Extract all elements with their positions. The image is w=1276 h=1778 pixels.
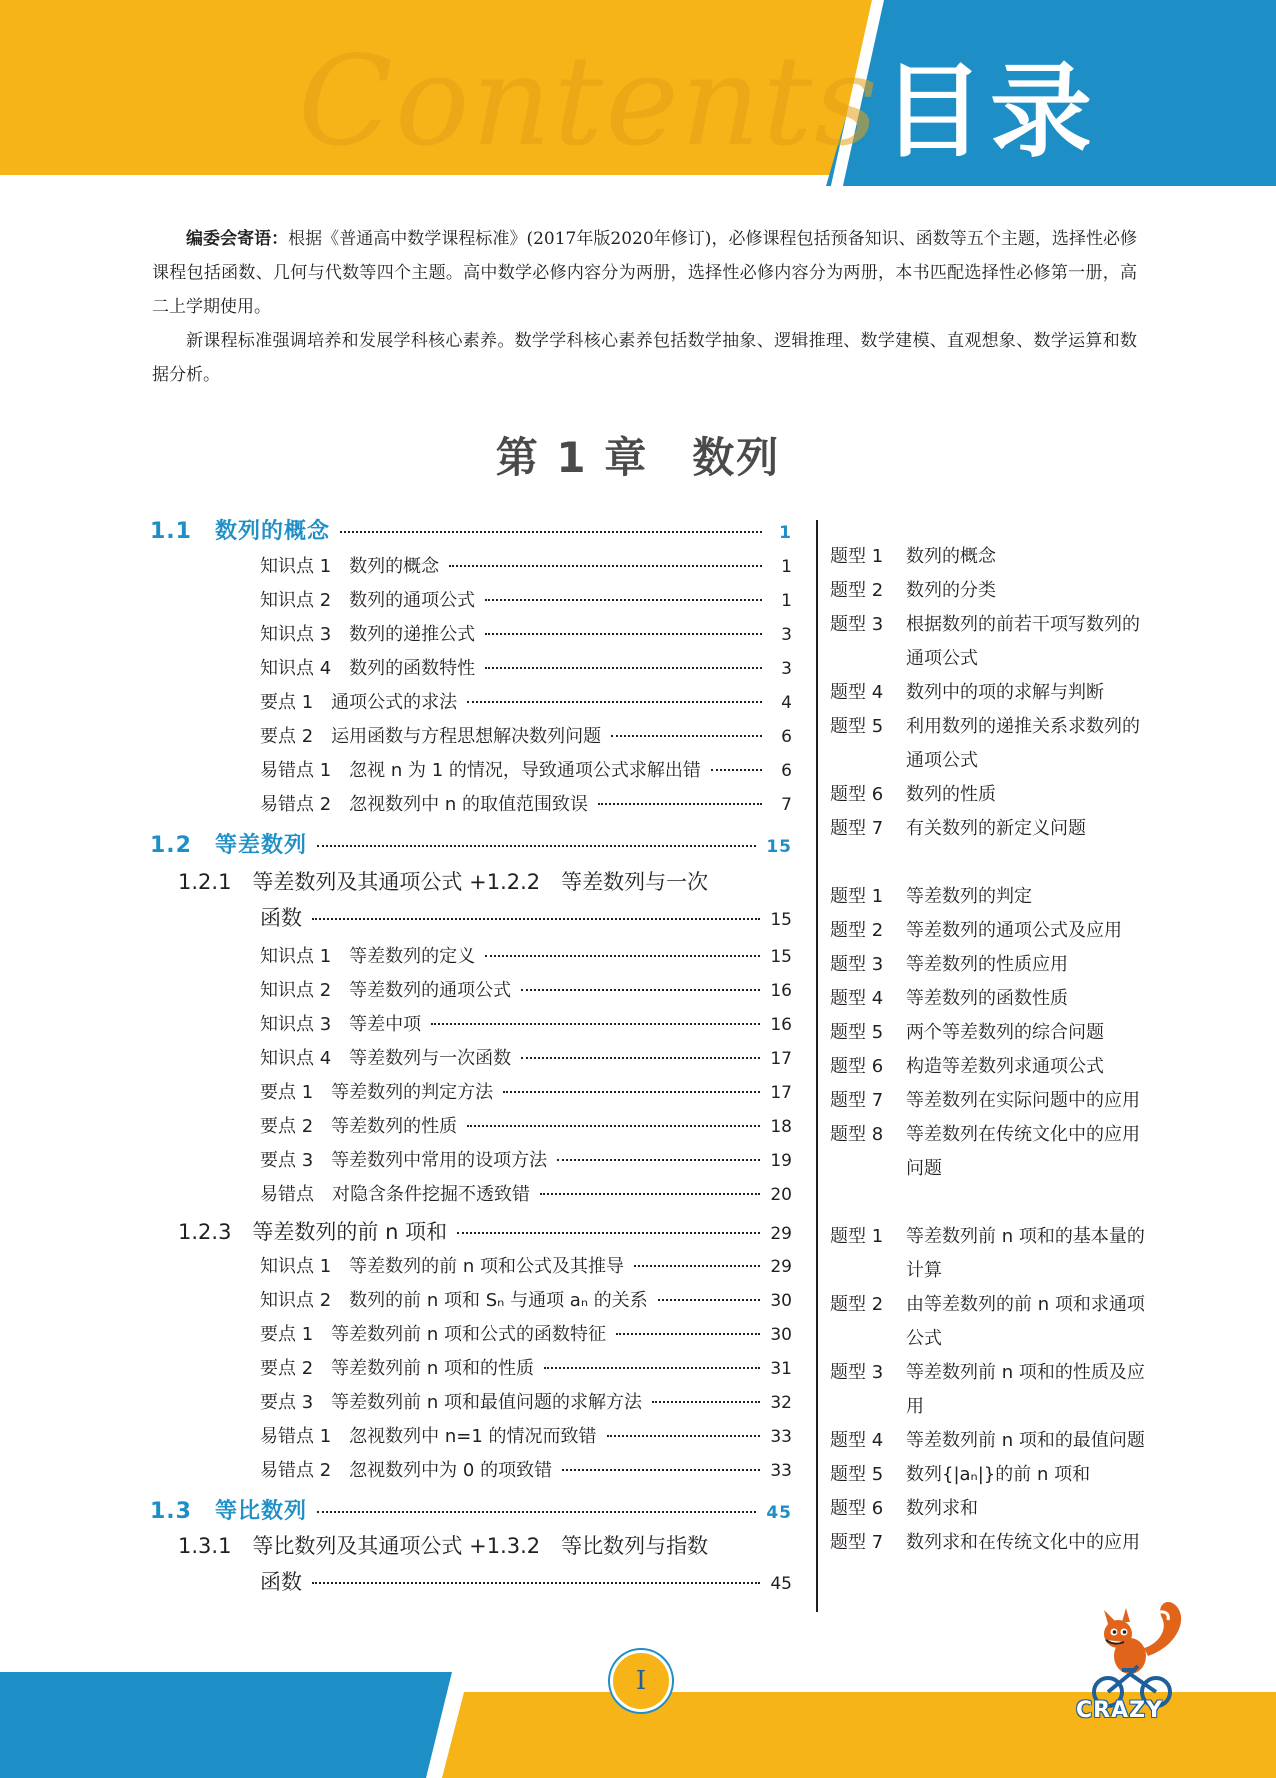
question-type-entry[interactable] xyxy=(830,1050,1170,1084)
dot-leader xyxy=(449,565,762,567)
toc-entry[interactable] xyxy=(260,1146,792,1172)
toc-page-number: 33 xyxy=(770,1461,792,1481)
toc-page-number: 16 xyxy=(770,1015,792,1035)
question-type-number: 题型 5 xyxy=(830,1022,884,1043)
toc-entry[interactable] xyxy=(260,1078,792,1104)
dot-leader xyxy=(312,918,760,920)
intro-label: 编委会寄语： xyxy=(186,229,289,249)
toc-page-number: 17 xyxy=(770,1083,792,1103)
question-type-number: 题型 6 xyxy=(830,1498,884,1519)
toc-entry-label: 知识点 1 数列的概念 xyxy=(260,556,440,577)
question-type-entry[interactable] xyxy=(830,608,1170,676)
question-type-entry[interactable] xyxy=(830,1492,1170,1526)
question-type-entry[interactable] xyxy=(830,1458,1170,1492)
question-type-text: 等差数列的函数性质 xyxy=(906,988,1068,1009)
question-type-entry[interactable] xyxy=(830,948,1170,982)
column-divider xyxy=(816,520,818,1612)
question-type-text: 利用数列的递推关系求数列的通项公式 xyxy=(906,716,1140,771)
dot-leader xyxy=(467,701,762,703)
question-type-number: 题型 7 xyxy=(830,1532,884,1553)
intro-paragraph-2: 新课程标准强调培养和发展学科核心素养。数学学科核心素养包括数学抽象、逻辑推理、数学建模、直观想象、数学运算和数据分析。 xyxy=(152,331,1137,385)
dot-leader xyxy=(467,1125,760,1127)
page-title: 目录 xyxy=(882,53,1098,172)
question-type-text: 等差数列在传统文化中的应用问题 xyxy=(906,1124,1140,1179)
toc-entry[interactable] xyxy=(260,1252,792,1278)
toc-entry-label: 要点 1 通项公式的求法 xyxy=(260,692,458,713)
toc-page-number: 1 xyxy=(781,557,792,577)
question-type-entry[interactable] xyxy=(830,574,1170,608)
toc-page-number: 15 xyxy=(770,910,792,930)
toc-entry-label: 易错点 2 忽视数列中 n 的取值范围致误 xyxy=(260,794,589,815)
question-type-text: 等差数列的判定 xyxy=(906,886,1032,907)
question-type-text: 数列中的项的求解与判断 xyxy=(906,682,1104,703)
question-type-text: 数列{|aₙ|}的前 n 项和 xyxy=(906,1464,1091,1485)
toc-entry[interactable] xyxy=(260,1044,792,1070)
toc-entry-label: 易错点 1 忽视 n 为 1 的情况，导致通项公式求解出错 xyxy=(260,760,701,781)
question-type-text: 有关数列的新定义问题 xyxy=(906,818,1086,839)
question-type-entry[interactable] xyxy=(830,1356,1170,1424)
dot-leader xyxy=(540,1193,760,1195)
question-type-text: 数列的分类 xyxy=(906,580,996,601)
dot-leader xyxy=(607,1435,761,1437)
dot-leader xyxy=(503,1091,760,1093)
toc-entry-label: 1.1 数列的概念 xyxy=(150,519,330,544)
dot-leader xyxy=(457,1232,760,1234)
dot-leader xyxy=(598,803,762,805)
dot-leader xyxy=(521,989,760,991)
question-type-number: 题型 2 xyxy=(830,920,884,941)
toc-entry[interactable] xyxy=(260,756,792,782)
toc-entry-label: 知识点 4 等差数列与一次函数 xyxy=(260,1048,512,1069)
dot-leader xyxy=(616,1333,760,1335)
question-type-number: 题型 3 xyxy=(830,1362,884,1383)
question-type-number: 题型 2 xyxy=(830,580,884,601)
toc-subsection[interactable] xyxy=(178,1530,792,1560)
question-type-text: 数列求和在传统文化中的应用 xyxy=(906,1532,1140,1553)
dot-leader xyxy=(634,1265,760,1267)
question-type-text: 等差数列前 n 项和的基本量的计算 xyxy=(906,1226,1145,1281)
question-type-number: 题型 1 xyxy=(830,546,884,567)
toc-entry-label: 知识点 1 等差数列的前 n 项和公式及其推导 xyxy=(260,1256,625,1277)
toc-entry-label: 知识点 1 等差数列的定义 xyxy=(260,946,476,967)
toc-entry-label: 知识点 4 数列的函数特性 xyxy=(260,658,476,679)
toc-page-number: 3 xyxy=(781,659,792,679)
dot-leader xyxy=(485,667,762,669)
toc-page-number: 31 xyxy=(770,1359,792,1379)
dot-leader xyxy=(485,633,762,635)
toc-page-number: 1 xyxy=(781,591,792,611)
toc-entry-label: 知识点 2 数列的前 n 项和 Sₙ 与通项 aₙ 的关系 xyxy=(260,1290,648,1311)
question-type-number: 题型 5 xyxy=(830,716,884,737)
dot-leader xyxy=(521,1057,760,1059)
toc-entry-label: 函数 xyxy=(260,1570,302,1594)
toc-page-number: 16 xyxy=(770,981,792,1001)
toc-entry[interactable] xyxy=(260,654,792,680)
toc-entry[interactable] xyxy=(260,1180,792,1206)
question-type-text: 数列的概念 xyxy=(906,546,996,567)
toc-page-number: 15 xyxy=(770,947,792,967)
dot-leader xyxy=(652,1401,760,1403)
dot-leader xyxy=(431,1023,760,1025)
question-type-entry[interactable] xyxy=(830,710,1170,778)
toc-entry[interactable] xyxy=(260,1010,792,1036)
toc-page-number: 3 xyxy=(781,625,792,645)
toc-entry[interactable] xyxy=(260,942,792,968)
toc-entry[interactable] xyxy=(260,586,792,612)
question-type-entry[interactable] xyxy=(830,676,1170,710)
toc-page-number: 30 xyxy=(770,1325,792,1345)
dot-leader xyxy=(658,1299,761,1301)
toc-page-number: 19 xyxy=(770,1151,792,1171)
question-type-number: 题型 3 xyxy=(830,614,884,635)
dot-leader xyxy=(485,599,762,601)
toc-entry-label: 1.3 等比数列 xyxy=(150,1499,307,1524)
question-type-text: 等差数列的通项公式及应用 xyxy=(906,920,1122,941)
toc-section[interactable] xyxy=(150,1494,792,1525)
toc-page-number: 45 xyxy=(770,1574,792,1594)
toc-subsection[interactable] xyxy=(178,866,792,896)
question-type-entry[interactable] xyxy=(830,540,1170,574)
toc-page-number: 7 xyxy=(781,795,792,815)
question-type-entry[interactable] xyxy=(830,1016,1170,1050)
toc-entry[interactable] xyxy=(260,790,792,816)
question-type-number: 题型 4 xyxy=(830,682,884,703)
question-type-text: 构造等差数列求通项公式 xyxy=(906,1056,1104,1077)
toc-subsection[interactable] xyxy=(178,1216,792,1246)
question-type-entry[interactable] xyxy=(830,1424,1170,1458)
toc-entry-label: 易错点 2 忽视数列中为 0 的项致错 xyxy=(260,1460,553,1481)
question-type-text: 由等差数列的前 n 项和求通项公式 xyxy=(906,1294,1145,1349)
page-number: I xyxy=(635,1666,647,1696)
question-type-entry[interactable] xyxy=(830,880,1170,914)
toc-page-number: 4 xyxy=(781,693,792,713)
dot-leader xyxy=(312,1582,760,1584)
question-type-number: 题型 3 xyxy=(830,954,884,975)
toc-page-number: 29 xyxy=(770,1257,792,1277)
question-type-text: 等差数列在实际问题中的应用 xyxy=(906,1090,1140,1111)
toc-page-number: 20 xyxy=(770,1185,792,1205)
dot-leader xyxy=(611,735,762,737)
toc-entry[interactable] xyxy=(260,1456,792,1482)
intro-paragraph-1 xyxy=(152,222,1137,324)
toc-page-number: 15 xyxy=(766,837,792,857)
dot-leader xyxy=(544,1367,760,1369)
toc-page-number: 29 xyxy=(770,1224,792,1244)
toc-page-number: 45 xyxy=(766,1503,792,1523)
toc-entry-label: 1.2.1 等差数列及其通项公式 +1.2.2 等差数列与一次 xyxy=(178,870,709,894)
question-type-number: 题型 4 xyxy=(830,1430,884,1451)
toc-entry[interactable] xyxy=(260,1320,792,1346)
toc-entry-label: 要点 3 等差数列中常用的设项方法 xyxy=(260,1150,548,1171)
question-type-number: 题型 7 xyxy=(830,1090,884,1111)
question-type-number: 题型 5 xyxy=(830,1464,884,1485)
toc-entry-label: 要点 2 等差数列前 n 项和的性质 xyxy=(260,1358,535,1379)
toc-entry-label: 要点 1 等差数列前 n 项和公式的函数特征 xyxy=(260,1324,607,1345)
toc-entry-label: 要点 1 等差数列的判定方法 xyxy=(260,1082,494,1103)
question-type-entry[interactable] xyxy=(830,914,1170,948)
brand-logo: CRAZY xyxy=(1076,1698,1163,1723)
toc-page-number: 33 xyxy=(770,1427,792,1447)
page-number-badge xyxy=(610,1650,672,1712)
question-type-number: 题型 7 xyxy=(830,818,884,839)
question-type-text: 等差数列前 n 项和的性质及应用 xyxy=(906,1362,1145,1417)
question-type-entry[interactable] xyxy=(830,1220,1170,1288)
toc-entry[interactable] xyxy=(260,1422,792,1448)
dot-leader xyxy=(485,955,760,957)
toc-page-number: 18 xyxy=(770,1117,792,1137)
toc-entry-label: 易错点 1 忽视数列中 n=1 的情况而致错 xyxy=(260,1426,597,1447)
dot-leader xyxy=(317,1511,756,1513)
dot-leader xyxy=(557,1159,760,1161)
intro-text-1: 根据《普通高中数学课程标准》(2017年版2020年修订)，必修课程包括预备知识、函数等五个主题，选择性必修课程包括函数、几何与代数等四个主题。高中数学必修内容分为两册，选择性必修内容分为两册，本书匹配选择性必修第一册，高二上学期使用。 xyxy=(152,229,1137,317)
dot-leader xyxy=(711,769,762,771)
toc-entry-label: 1.2 等差数列 xyxy=(150,833,307,858)
toc-entry[interactable] xyxy=(260,722,792,748)
toc-page-number: 6 xyxy=(781,761,792,781)
toc-entry[interactable] xyxy=(260,552,792,578)
question-type-entry[interactable] xyxy=(830,812,1170,846)
toc-page-number: 32 xyxy=(770,1393,792,1413)
toc-entry[interactable] xyxy=(260,1354,792,1380)
question-type-number: 题型 6 xyxy=(830,1056,884,1077)
toc-entry-label: 要点 2 运用函数与方程思想解决数列问题 xyxy=(260,726,602,747)
toc-subsection[interactable] xyxy=(260,1566,792,1596)
question-type-text: 等差数列的性质应用 xyxy=(906,954,1068,975)
question-type-number: 题型 8 xyxy=(830,1124,884,1145)
toc-entry-label: 要点 2 等差数列的性质 xyxy=(260,1116,458,1137)
toc-entry-label: 知识点 3 数列的递推公式 xyxy=(260,624,476,645)
toc-entry-label: 要点 3 等差数列前 n 项和最值问题的求解方法 xyxy=(260,1392,643,1413)
chapter-title: 第 1 章 数列 xyxy=(495,433,781,482)
toc-page-number: 1 xyxy=(779,523,792,543)
question-type-number: 题型 1 xyxy=(830,886,884,907)
toc-entry[interactable] xyxy=(260,688,792,714)
question-type-entry[interactable] xyxy=(830,1084,1170,1118)
toc-entry-label: 易错点 对隐含条件挖掘不透致错 xyxy=(260,1184,530,1205)
question-type-text: 数列求和 xyxy=(906,1498,978,1519)
header-watermark: Contents xyxy=(298,30,880,174)
question-type-number: 题型 4 xyxy=(830,988,884,1009)
question-type-number: 题型 6 xyxy=(830,784,884,805)
toc-entry-label: 1.2.3 等差数列的前 n 项和 xyxy=(178,1220,448,1244)
question-type-text: 根据数列的前若干项写数列的通项公式 xyxy=(906,614,1140,669)
question-type-text: 数列的性质 xyxy=(906,784,996,805)
question-type-entry[interactable] xyxy=(830,982,1170,1016)
toc-entry[interactable] xyxy=(260,1112,792,1138)
question-type-entry[interactable] xyxy=(830,1288,1170,1356)
toc-entry[interactable] xyxy=(260,1286,792,1312)
toc-page-number: 30 xyxy=(770,1291,792,1311)
intro-block xyxy=(152,222,1137,392)
toc-entry[interactable] xyxy=(260,1388,792,1414)
question-type-entry[interactable] xyxy=(830,1526,1170,1560)
dot-leader xyxy=(317,845,756,847)
question-type-text: 两个等差数列的综合问题 xyxy=(906,1022,1104,1043)
toc-subsection[interactable] xyxy=(260,902,792,932)
toc-entry-label: 知识点 2 等差数列的通项公式 xyxy=(260,980,512,1001)
toc-entry[interactable] xyxy=(260,620,792,646)
question-type-entry[interactable] xyxy=(830,778,1170,812)
toc-page-number: 6 xyxy=(781,727,792,747)
dot-leader xyxy=(340,531,762,533)
toc-page-number: 17 xyxy=(770,1049,792,1069)
question-type-number: 题型 1 xyxy=(830,1226,884,1247)
dot-leader xyxy=(562,1469,760,1471)
question-type-entry[interactable] xyxy=(830,1118,1170,1186)
question-type-number: 题型 2 xyxy=(830,1294,884,1315)
toc-entry-label: 函数 xyxy=(260,906,302,930)
toc-entry-label: 知识点 3 等差中项 xyxy=(260,1014,422,1035)
question-type-text: 等差数列前 n 项和的最值问题 xyxy=(906,1430,1145,1451)
toc-entry-label: 知识点 2 数列的通项公式 xyxy=(260,590,476,611)
toc-section[interactable] xyxy=(150,828,792,859)
toc-entry-label: 1.3.1 等比数列及其通项公式 +1.3.2 等比数列与指数 xyxy=(178,1534,709,1558)
toc-section[interactable] xyxy=(150,514,792,545)
toc-entry[interactable] xyxy=(260,976,792,1002)
